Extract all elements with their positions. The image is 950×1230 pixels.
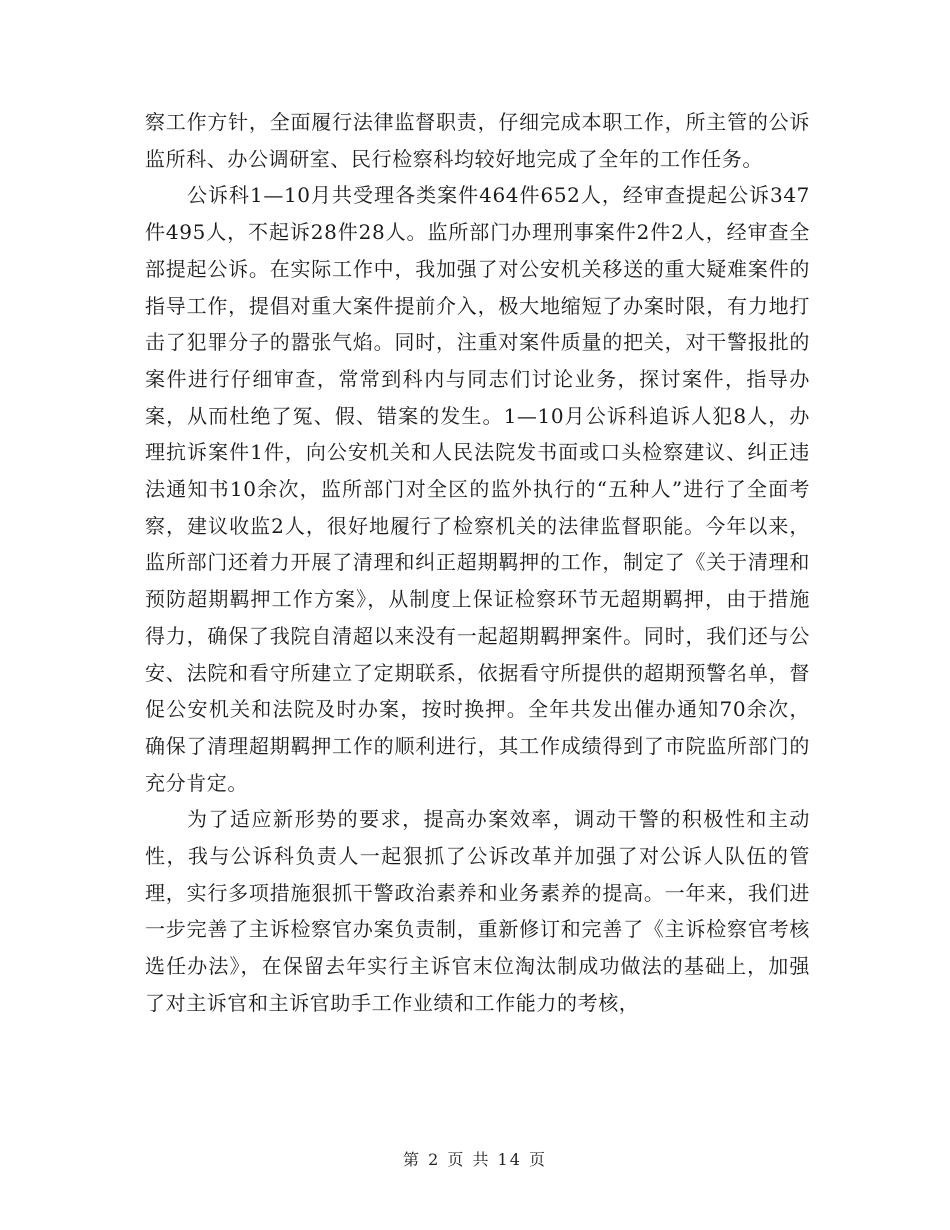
paragraph-prosecution-stats: 公诉科1—10月共受理各类案件464件652人，经审查提起公诉347件495人，不起诉28件28人。监所部门办理刑事案件2件2人，经审查全部提起公诉。在实际工作中，我加强了对公安机关移送的重大疑难案件的指导工作，提倡对重大案件提前介入，极大地缩短了办案时限，有力地打击了犯罪分子的嚣张气焰。同时，注重对案件质量的把关，对干警报批的案件进行仔细审查，常常到科内与同志们讨论业务，探讨案件，指导办案，从而杜绝了冤、假、错案的发生。1—10月公诉科追诉人犯8人，办理抗诉案件1件，向公安机关和人民法院发书面或口头检察建议、纠正违法通知书10余次，监所部门对全区的监外执行的“五种人”进行了全面考察，建议收监2人，很好地履行了检察机关的法律监督职能。今年以来，监所部门还着力开展了清理和纠正超期羁押的工作，制定了《关于清理和预防超期羁押工作方案》，从制度上保证检察环节无超期羁押，由于措施得力，确保了我院自清超以来没有一起超期羁押案件。同时，我们还与公安、法院和看守所建立了定期联系，依据看守所提供的超期预警名单，督促公安机关和法院及时办案，按时换押。全年共发出催办通知70余次，确保了清理超期羁押工作的顺利进行，其工作成绩得到了市院监所部门的充分肯定。: [145, 183, 810, 795]
paragraph-reform: 为了适应新形势的要求，提高办案效率，调动干警的积极性和主动性，我与公诉科负责人一起狠抓了公诉改革并加强了对公诉人队伍的管理，实行多项措施狠抓干警政治素养和业务素养的提高。一年来，我们进一步完善了主诉检察官办案负责制，重新修订和完善了《主诉检察官考核选任办法》，在保留去年实行主诉官末位淘汰制成功做法的基础上，加强了对主诉官和主诉官助手工作业绩和工作能力的考核，: [145, 807, 810, 1015]
paragraph-continuation: 察工作方针，全面履行法律监督职责，仔细完成本职工作，所主管的公诉监所科、办公调研室、民行检察科均较好地完成了全年的工作任务。: [145, 110, 810, 171]
body-text: [145, 104, 810, 1022]
page-number-footer: 第 2 页 共 14 页: [403, 1150, 547, 1169]
